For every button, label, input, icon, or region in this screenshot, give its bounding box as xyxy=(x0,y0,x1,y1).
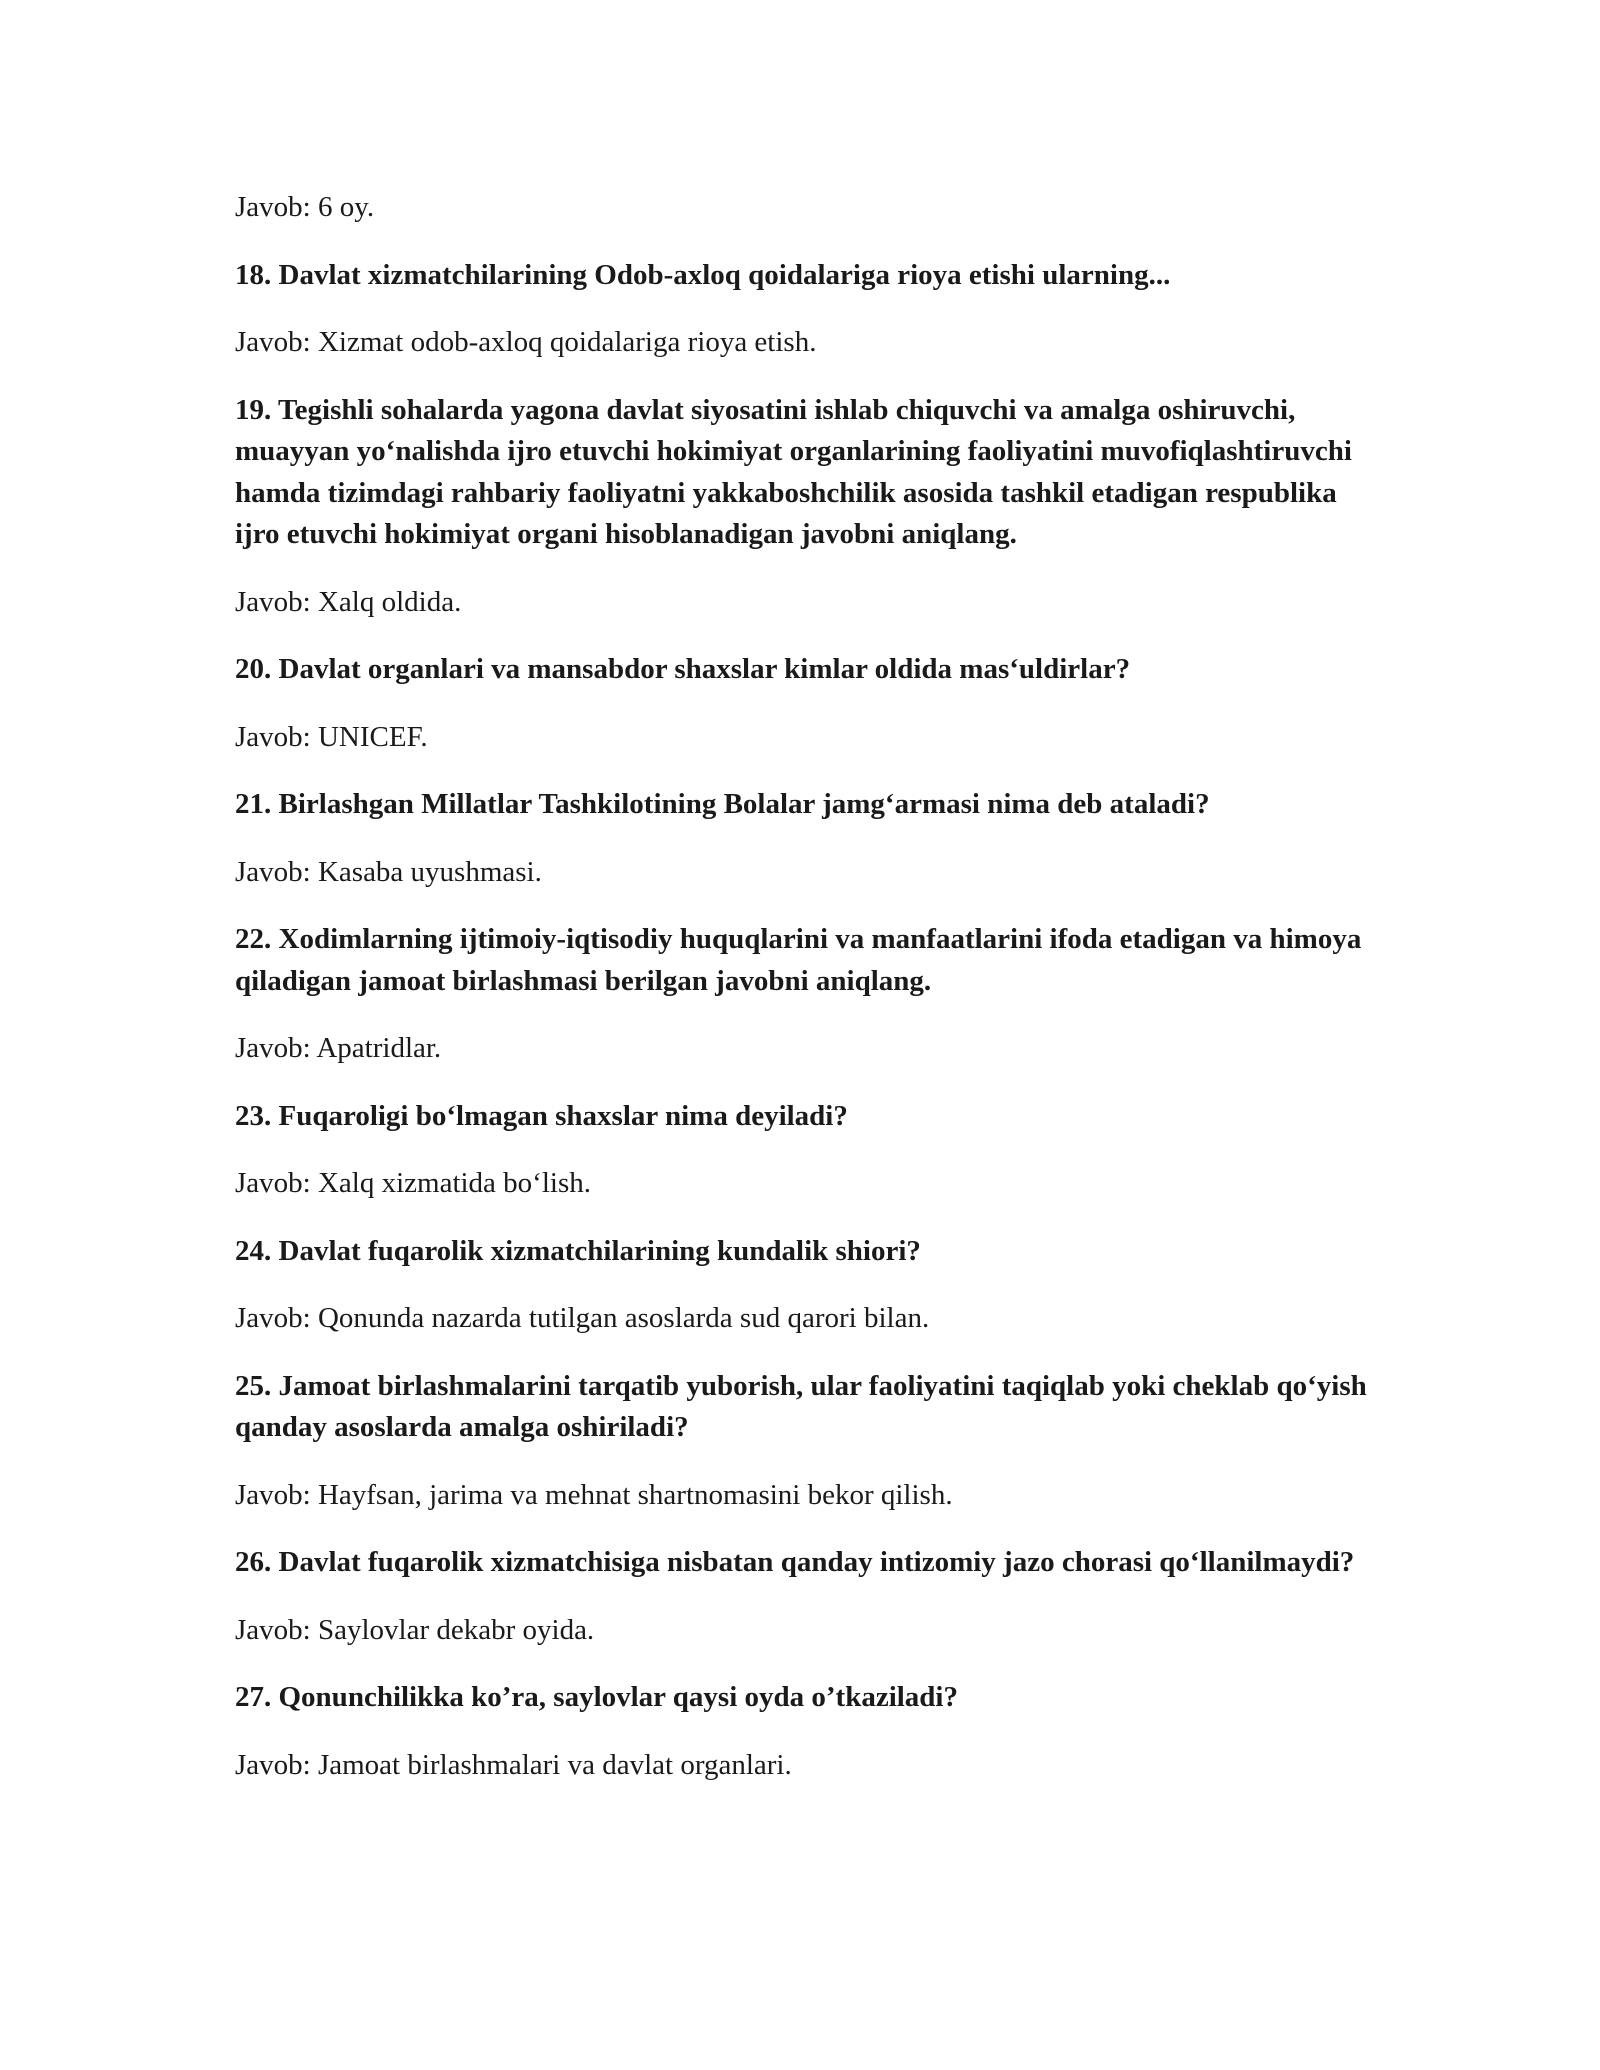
question-text: 25. Jamoat birlashmalarini tarqatib yuborish, ular faoliyatini taqiqlab yoki cheklab qo‘yish qanday asoslarda amalga oshiriladi? xyxy=(235,1369,1367,1443)
answer-text: Javob: Saylovlar dekabr oyida. xyxy=(235,1613,595,1646)
question-text: 23. Fuqaroligi bo‘lmagan shaxslar nima deyiladi? xyxy=(235,1099,848,1132)
question-text: 20. Davlat organlari va mansabdor shaxslar kimlar oldida mas‘uldirlar? xyxy=(235,653,1131,685)
answer-text: Javob: UNICEF. xyxy=(235,720,428,753)
question-text: 26. Davlat fuqarolik xizmatchisiga nisbatan qanday intizomiy jazo chorasi qo‘llanilmaydi? xyxy=(235,1546,1355,1578)
question-text: 27. Qonunchilikka ko’ra, saylovlar qaysi oyda o’tkaziladi? xyxy=(235,1681,958,1713)
question-text: 18. Davlat xizmatchilarining Odob-axloq qoidalariga rioya etishi ularning... xyxy=(235,258,1171,291)
answer-text: Javob: Jamoat birlashmalari va davlat organlari. xyxy=(235,1748,792,1781)
question-text: 24. Davlat fuqarolik xizmatchilarining kundalik shiori? xyxy=(235,1234,921,1267)
document-page xyxy=(235,187,1375,1786)
question-text: 19. Tegishli sohalarda yagona davlat siyosatini ishlab chiquvchi va amalga oshiruvchi, muayyan yo‘nalishda ijro etuvchi hokimiyat organlarining faoliyatini muvofiqlashtiruvchi hamda tizimdagi rahbariy faoliyatni yakkaboshchilik asosida tashkil etadigan respublika ijro etuvchi hokimiyat organi hisoblanadigan javobni aniqlang. xyxy=(235,393,1352,550)
question-text: 22. Xodimlarning ijtimoiy-iqtisodiy huquqlarini va manfaatlarini ifoda etadigan va himoya qiladigan jamoat birlashmasi berilgan javobni aniqlang. xyxy=(235,923,1362,997)
answer-text: Javob: Qonunda nazarda tutilgan asoslarda sud qarori bilan. xyxy=(235,1302,930,1334)
answer-text: Javob: Hayfsan, jarima va mehnat shartnomasini bekor qilish. xyxy=(235,1478,953,1511)
question-text: 21. Birlashgan Millatlar Tashkilotining Bolalar jamg‘armasi nima deb ataladi? xyxy=(235,788,1210,820)
answer-text: Javob: Xalq oldida. xyxy=(235,585,462,618)
answer-text: Javob: Kasaba uyushmasi. xyxy=(235,855,542,888)
answer-text: Javob: 6 oy. xyxy=(235,191,375,223)
answer-text: Javob: Xizmat odob-axloq qoidalariga rioya etish. xyxy=(235,326,817,358)
answer-text: Javob: Xalq xizmatida bo‘lish. xyxy=(235,1167,591,1199)
answer-text: Javob: Apatridlar. xyxy=(235,1032,442,1064)
